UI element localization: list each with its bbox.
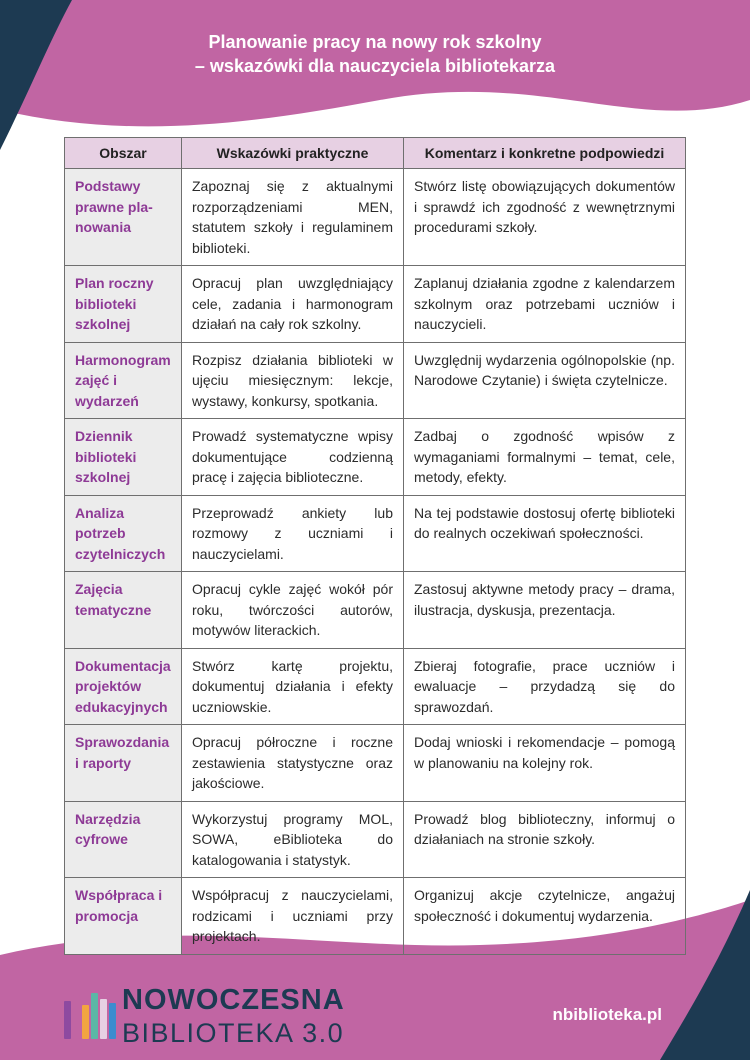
table-row	[65, 342, 686, 419]
row-tip: Współpracuj z nauczycielami, rodzicami i uczniami przy projektach.	[182, 878, 404, 955]
row-area: Zajęcia tematyczne	[65, 572, 182, 649]
row-area: Współpraca i promocja	[65, 878, 182, 955]
website-link[interactable]: nbiblioteka.pl	[552, 1005, 662, 1024]
column-header-area: Obszar	[65, 138, 182, 169]
row-area: Narzędzia cyfrowe	[65, 801, 182, 878]
table-row	[65, 725, 686, 802]
row-tip: Opracuj cykle zajęć wokół pór roku, twórczości autorów, motywów literackich.	[182, 572, 404, 649]
table-row	[65, 648, 686, 725]
brand-line-1: NOWOCZESNA	[122, 984, 345, 1016]
title-line-2: – wskazówki dla nauczyciela bibliotekarza	[194, 56, 556, 76]
row-comment: Zadbaj o zgodność wpisów z wymaganiami formalnymi – temat, cele, metody, efekty.	[404, 419, 686, 496]
planning-table	[64, 137, 686, 955]
row-comment: Stwórz listę obowiązujących dokumentów i sprawdź ich zgodność z wewnętrznymi procedurami szkoły.	[404, 169, 686, 266]
page-title	[0, 30, 750, 78]
table-row	[65, 266, 686, 343]
row-tip: Opracuj plan uwzględniający cele, zadania i harmonogram działań na cały rok szkolny.	[182, 266, 404, 343]
row-comment: Zaplanuj działania zgodne z kalendarzem szkolnym oraz potrzebami uczniów i nauczycieli.	[404, 266, 686, 343]
row-comment: Zastosuj aktywne metody pracy – drama, ilustracja, dyskusja, prezentacja.	[404, 572, 686, 649]
books-icon	[64, 993, 116, 1039]
table-row	[65, 878, 686, 955]
row-tip: Rozpisz działania biblioteki w ujęciu miesięcznym: lekcje, wystawy, konkursy, spotkania.	[182, 342, 404, 419]
row-tip: Przeprowadź ankiety lub rozmowy z uczniami i nauczycielami.	[182, 495, 404, 572]
row-comment: Dodaj wnioski i rekomendacje – pomogą w planowaniu na kolejny rok.	[404, 725, 686, 802]
table-row	[65, 169, 686, 266]
table-row	[65, 419, 686, 496]
row-tip: Opracuj półroczne i roczne zestawienia statystyczne oraz jakościowe.	[182, 725, 404, 802]
row-area: Sprawozdania i raporty	[65, 725, 182, 802]
row-comment: Organizuj akcje czytelnicze, angażuj społeczność i dokumentuj wydarzenia.	[404, 878, 686, 955]
row-tip: Stwórz kartę projektu, dokumentuj działania i efekty uczniowskie.	[182, 648, 404, 725]
table-row	[65, 801, 686, 878]
row-comment: Prowadź blog biblioteczny, informuj o działaniach na stronie szkoły.	[404, 801, 686, 878]
row-tip: Wykorzystuj programy MOL, SOWA, eBiblioteka do katalogowania i statystyk.	[182, 801, 404, 878]
table-row	[65, 495, 686, 572]
row-area: Podstawy prawne pla-nowania	[65, 169, 182, 266]
column-header-tips: Wskazówki praktyczne	[182, 138, 404, 169]
table-header-row	[65, 138, 686, 169]
row-area: Analiza potrzeb czytelniczych	[65, 495, 182, 572]
row-area: Plan roczny biblioteki szkolnej	[65, 266, 182, 343]
table-row	[65, 572, 686, 649]
row-comment: Uwzględnij wydarzenia ogólnopolskie (np. Narodowe Czytanie) i święta czytelnicze.	[404, 342, 686, 419]
brand-line-2: BIBLIOTEKA 3.0	[122, 1018, 345, 1048]
row-area: Dziennik biblioteki szkolnej	[65, 419, 182, 496]
row-area: Harmonogram zajęć i wydarzeń	[65, 342, 182, 419]
column-header-comments: Komentarz i konkretne podpowiedzi	[404, 138, 686, 169]
row-comment: Zbieraj fotografie, prace uczniów i ewaluacje – przydadzą się do sprawozdań.	[404, 648, 686, 725]
row-tip: Zapoznaj się z aktualnymi rozporządzeniami MEN, statutem szkoły i regulaminem biblioteki.	[182, 169, 404, 266]
row-tip: Prowadź systematyczne wpisy dokumentujące codzienną pracę i zajęcia biblioteczne.	[182, 419, 404, 496]
row-comment: Na tej podstawie dostosuj ofertę biblioteki do realnych oczekiwań społeczności.	[404, 495, 686, 572]
row-area: Dokumentacja projektów edukacyjnych	[65, 648, 182, 725]
title-line-1: Planowanie pracy na nowy rok szkolny	[208, 32, 542, 52]
